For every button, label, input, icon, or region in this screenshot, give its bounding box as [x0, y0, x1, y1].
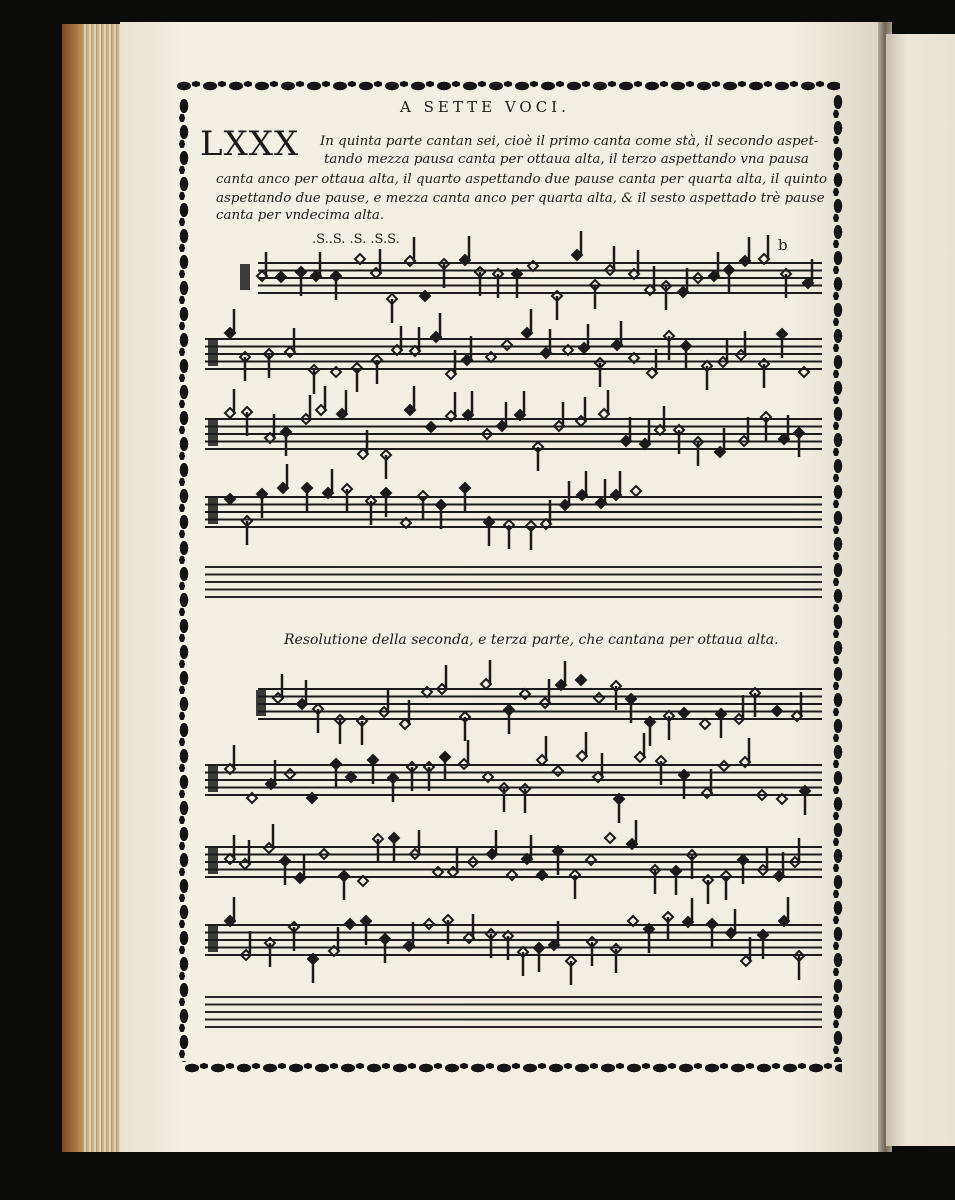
note	[257, 252, 267, 281]
note	[484, 517, 494, 546]
clef	[240, 264, 250, 290]
note	[487, 830, 497, 859]
note	[225, 494, 235, 504]
note	[572, 231, 582, 260]
note	[715, 428, 725, 457]
note	[799, 367, 809, 377]
note	[759, 359, 769, 388]
note	[605, 833, 615, 843]
note	[297, 680, 307, 709]
note	[486, 929, 496, 958]
note	[758, 930, 768, 959]
note	[533, 442, 543, 471]
note	[586, 855, 596, 865]
note	[331, 271, 341, 300]
note	[628, 916, 638, 926]
note	[739, 417, 749, 446]
clef	[256, 690, 266, 716]
note	[358, 430, 368, 459]
note	[342, 484, 352, 513]
note	[738, 855, 748, 884]
note	[345, 919, 355, 929]
note	[678, 268, 688, 297]
note	[257, 489, 267, 518]
note	[405, 237, 415, 266]
note	[800, 786, 810, 815]
note	[520, 689, 530, 699]
note	[645, 266, 655, 295]
note	[264, 349, 274, 378]
note	[242, 407, 252, 436]
note	[599, 390, 609, 419]
text-line: canta per vndecima alta.	[216, 208, 385, 223]
note	[486, 352, 496, 362]
note	[401, 518, 411, 528]
note	[431, 313, 441, 342]
note	[225, 835, 235, 864]
note	[280, 856, 290, 885]
note	[577, 471, 587, 500]
note	[463, 391, 473, 420]
note	[635, 733, 645, 762]
note	[560, 481, 570, 510]
note	[650, 865, 660, 894]
note	[319, 849, 329, 859]
note	[240, 840, 250, 869]
note	[307, 793, 317, 803]
note	[368, 755, 378, 784]
note	[512, 269, 522, 298]
note	[664, 331, 674, 360]
note	[278, 464, 288, 493]
note	[436, 500, 446, 529]
note	[693, 273, 703, 283]
note	[285, 328, 295, 357]
text-line: canta anco per ottaua alta, il quarto aspettando due pause canta per quarta alta, il quinto	[216, 172, 828, 187]
note	[507, 870, 517, 880]
note	[664, 711, 674, 740]
note	[366, 496, 376, 525]
note	[225, 745, 235, 774]
note	[522, 309, 532, 338]
note	[265, 414, 275, 443]
note	[464, 914, 474, 943]
running-head: A SETTE VOCI.	[400, 98, 570, 116]
note	[475, 267, 485, 296]
note	[446, 392, 456, 421]
note	[576, 675, 586, 685]
note	[309, 365, 319, 394]
note	[645, 717, 655, 746]
note	[587, 937, 597, 966]
note	[779, 415, 789, 444]
note	[594, 693, 604, 703]
note	[779, 897, 789, 926]
note	[273, 674, 283, 703]
note	[647, 349, 657, 378]
note	[460, 236, 470, 265]
note	[424, 919, 434, 929]
note	[700, 719, 710, 729]
note	[631, 486, 641, 496]
note	[443, 915, 453, 944]
note	[295, 854, 305, 883]
note	[433, 867, 443, 877]
note	[757, 790, 767, 800]
note	[311, 252, 321, 281]
note	[758, 846, 768, 875]
note	[596, 479, 606, 508]
note	[726, 909, 736, 938]
note	[381, 488, 391, 517]
note	[605, 246, 615, 275]
note	[503, 931, 513, 960]
note	[541, 329, 551, 358]
text-line: In quinta parte cantan sei, cioè il primo canta come stà, il secondo aspet-	[320, 134, 819, 149]
clef	[208, 340, 218, 366]
note	[380, 934, 390, 963]
note	[407, 762, 417, 791]
note	[459, 740, 469, 769]
note	[794, 428, 804, 457]
note	[331, 367, 341, 377]
note	[629, 250, 639, 279]
note	[323, 469, 333, 498]
note	[352, 363, 362, 392]
note	[481, 660, 491, 689]
note	[418, 491, 428, 520]
note	[440, 752, 450, 781]
note	[702, 769, 712, 798]
note	[781, 269, 791, 298]
note	[566, 956, 576, 985]
note	[448, 848, 458, 877]
note	[595, 358, 605, 387]
note	[792, 692, 802, 721]
note	[499, 783, 509, 812]
clef	[208, 926, 218, 952]
note	[372, 355, 382, 384]
note	[671, 866, 681, 895]
note	[553, 846, 563, 875]
note	[361, 916, 371, 945]
clef	[208, 420, 218, 446]
note	[644, 924, 654, 953]
note	[331, 759, 341, 788]
note	[247, 793, 257, 803]
note	[358, 876, 368, 886]
note	[426, 422, 436, 432]
note	[741, 937, 751, 966]
note	[577, 732, 587, 761]
note	[681, 341, 691, 370]
text-line: aspettando due pause, e mezza canta anco per quarta alta, & il sesto aspettado trè pause	[216, 191, 825, 206]
note	[718, 338, 728, 367]
note	[388, 773, 398, 802]
note	[468, 857, 478, 867]
note	[734, 695, 744, 724]
note	[716, 709, 726, 738]
note	[556, 661, 566, 690]
note	[549, 921, 559, 950]
note	[400, 700, 410, 729]
note	[225, 389, 235, 418]
note	[276, 272, 286, 282]
note	[316, 386, 326, 415]
note	[446, 350, 456, 379]
note	[264, 824, 274, 853]
note	[552, 291, 562, 320]
note	[422, 687, 432, 697]
note	[750, 688, 760, 717]
note	[497, 402, 507, 431]
note	[371, 249, 381, 278]
note	[504, 520, 514, 549]
note	[289, 922, 299, 951]
note	[579, 324, 589, 353]
note	[661, 281, 671, 310]
note	[537, 736, 547, 765]
note	[493, 269, 503, 298]
note	[285, 769, 295, 779]
note	[674, 425, 684, 454]
note	[554, 402, 564, 431]
note	[627, 820, 637, 849]
note	[540, 679, 550, 708]
note	[410, 830, 420, 859]
note	[265, 938, 275, 967]
note	[707, 919, 717, 948]
note	[502, 340, 512, 350]
note	[740, 738, 750, 767]
note	[337, 390, 347, 419]
note	[655, 406, 665, 435]
note	[242, 516, 252, 545]
note	[774, 852, 784, 881]
note	[504, 705, 514, 734]
note	[570, 870, 580, 899]
note	[683, 898, 693, 927]
note	[740, 237, 750, 266]
note	[794, 951, 804, 980]
note	[693, 437, 703, 466]
note	[621, 417, 631, 446]
note	[590, 280, 600, 309]
note	[483, 772, 493, 782]
note	[563, 345, 573, 355]
note	[346, 772, 356, 782]
note	[526, 521, 536, 550]
note	[241, 931, 251, 960]
note	[392, 326, 402, 355]
note	[266, 760, 276, 789]
note	[439, 259, 449, 288]
note	[537, 870, 547, 880]
clef	[208, 848, 218, 874]
note	[339, 871, 349, 900]
note	[482, 429, 492, 439]
note	[611, 471, 621, 500]
note	[724, 265, 734, 294]
note	[611, 944, 621, 973]
note	[335, 715, 345, 744]
note	[541, 500, 551, 529]
note	[777, 794, 787, 804]
note	[790, 838, 800, 867]
note	[379, 688, 389, 717]
note	[515, 391, 525, 420]
clef	[208, 766, 218, 792]
note	[225, 309, 235, 338]
note	[329, 927, 339, 956]
note	[663, 912, 673, 941]
note	[629, 353, 639, 363]
note	[803, 259, 813, 288]
note	[460, 712, 470, 741]
note	[687, 850, 697, 879]
note	[281, 427, 291, 456]
note	[387, 294, 397, 323]
note	[518, 947, 528, 976]
note	[225, 897, 235, 926]
note	[240, 352, 250, 381]
note	[520, 784, 530, 813]
note	[679, 770, 689, 799]
note	[373, 834, 383, 863]
note	[296, 267, 306, 296]
note	[301, 395, 311, 424]
signum-marks: .S..S. .S. .S.S.	[312, 232, 400, 247]
note	[777, 329, 787, 358]
note	[611, 681, 621, 710]
note	[357, 716, 367, 745]
note	[313, 704, 323, 733]
text-line: tando mezza pausa canta per ottaua alta, il terzo aspettando vna pausa	[324, 152, 809, 167]
note	[612, 321, 622, 350]
note	[614, 794, 624, 823]
note	[437, 665, 447, 694]
note	[355, 254, 365, 264]
note	[576, 397, 586, 426]
note	[719, 761, 729, 771]
note	[721, 871, 731, 900]
note	[553, 766, 563, 776]
note	[656, 756, 666, 785]
note	[389, 833, 399, 862]
note	[460, 483, 470, 512]
note	[534, 943, 544, 972]
note	[405, 386, 415, 415]
note	[410, 327, 420, 356]
resolution-caption: Resolutione della seconda, e terza parte, che cantana per ottaua alta.	[284, 632, 779, 648]
note	[420, 291, 430, 301]
note	[522, 835, 532, 864]
note	[703, 875, 713, 904]
note	[702, 361, 712, 390]
note	[772, 706, 782, 716]
note	[404, 922, 414, 951]
note	[761, 412, 771, 441]
note	[308, 954, 318, 983]
note	[709, 252, 719, 281]
note	[626, 694, 636, 723]
note	[640, 420, 650, 449]
note	[679, 708, 689, 718]
note	[462, 336, 472, 365]
canon-number: LXXX	[200, 124, 300, 164]
note	[736, 331, 746, 360]
note	[759, 235, 769, 264]
note	[528, 261, 538, 271]
note	[593, 753, 603, 782]
note	[302, 483, 312, 512]
note	[424, 762, 434, 791]
note	[381, 450, 391, 479]
clef	[208, 498, 218, 524]
flat-accidental: b	[778, 236, 788, 254]
